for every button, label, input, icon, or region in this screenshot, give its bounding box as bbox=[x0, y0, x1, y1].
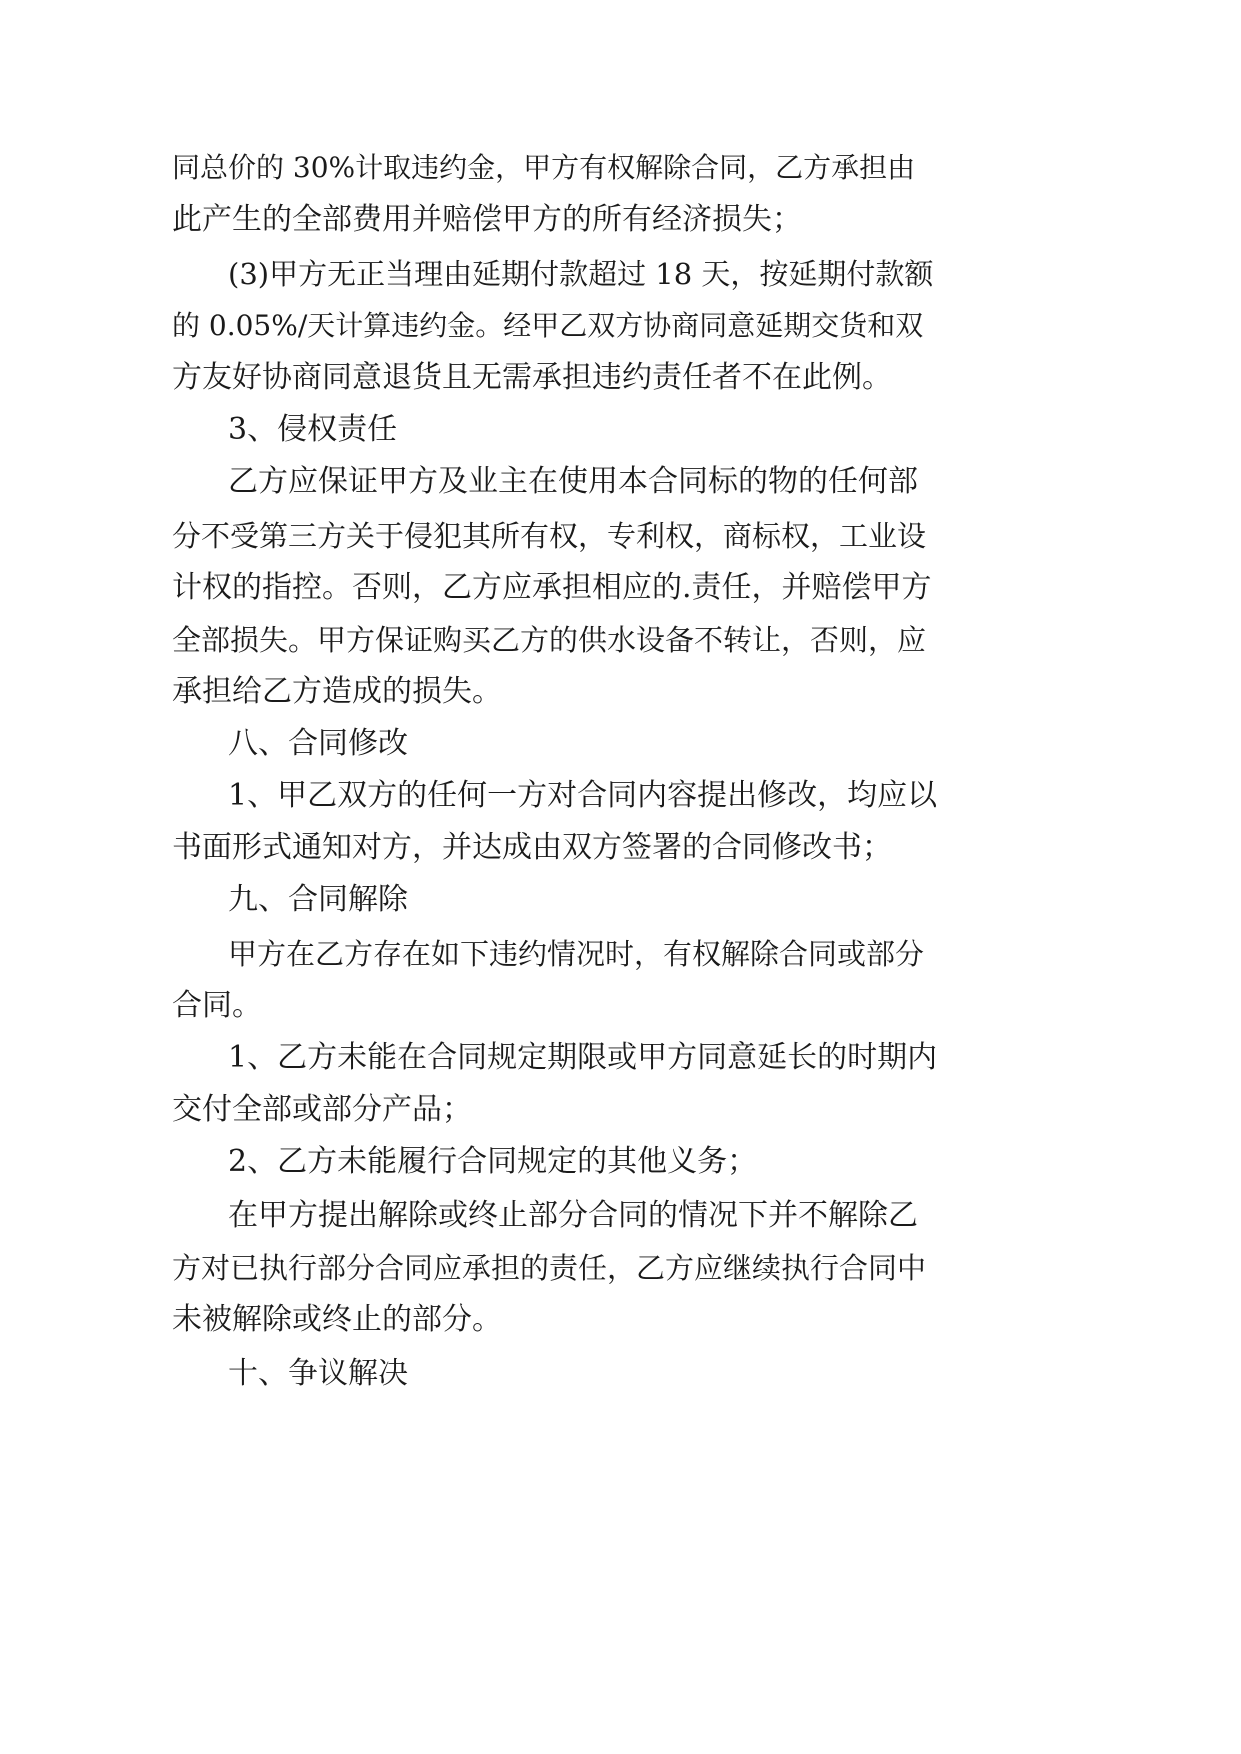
section-heading: 3、侵权责任 bbox=[228, 412, 398, 447]
text-line: 乙方应保证甲方及业主在使用本合同标的物的任何部 bbox=[228, 464, 918, 499]
text-line: 1、甲乙双方的任何一方对合同内容提出修改，均应以 bbox=[228, 778, 938, 813]
text-line: 计权的指控。否则，乙方应承担相应的.责任，并赔偿甲方 bbox=[172, 570, 932, 605]
text-line: 合同。 bbox=[172, 988, 262, 1023]
section-heading: 八、合同修改 bbox=[228, 726, 408, 761]
text-line: 此产生的全部费用并赔偿甲方的所有经济损失； bbox=[172, 202, 802, 237]
text-line: 交付全部或部分产品； bbox=[172, 1092, 472, 1127]
text-line: 方友好协商同意退货且无需承担违约责任者不在此例。 bbox=[172, 360, 892, 395]
text-line: 方对已执行部分合同应承担的责任，乙方应继续执行合同中 bbox=[172, 1251, 927, 1285]
text-line: 书面形式通知对方，并达成由双方签署的合同修改书； bbox=[172, 830, 892, 865]
text-line: 未被解除或终止的部分。 bbox=[172, 1302, 502, 1337]
section-heading: 十、争议解决 bbox=[228, 1356, 408, 1391]
text-line: 2、乙方未能履行合同规定的其他义务； bbox=[228, 1144, 758, 1179]
text-line: 分不受第三方关于侵犯其所有权，专利权，商标权，工业设 bbox=[172, 519, 927, 553]
text-line: 的 0.05%/天计算违约金。经甲乙双方协商同意延期交货和双 bbox=[172, 309, 924, 342]
text-line: (3)甲方无正当理由延期付款超过 18 天，按延期付款额 bbox=[228, 257, 934, 291]
section-heading: 九、合同解除 bbox=[228, 882, 408, 917]
text-line: 在甲方提出解除或终止部分合同的情况下并不解除乙 bbox=[228, 1198, 918, 1233]
text-line: 同总价的 30%计取违约金，甲方有权解除合同，乙方承担由 bbox=[172, 151, 916, 184]
text-line: 承担给乙方造成的损失。 bbox=[172, 674, 502, 709]
text-line: 1、乙方未能在合同规定期限或甲方同意延长的时期内 bbox=[228, 1040, 938, 1075]
text-line: 全部损失。甲方保证购买乙方的供水设备不转让，否则，应 bbox=[172, 623, 927, 657]
text-line: 甲方在乙方存在如下违约情况时，有权解除合同或部分 bbox=[228, 937, 925, 971]
